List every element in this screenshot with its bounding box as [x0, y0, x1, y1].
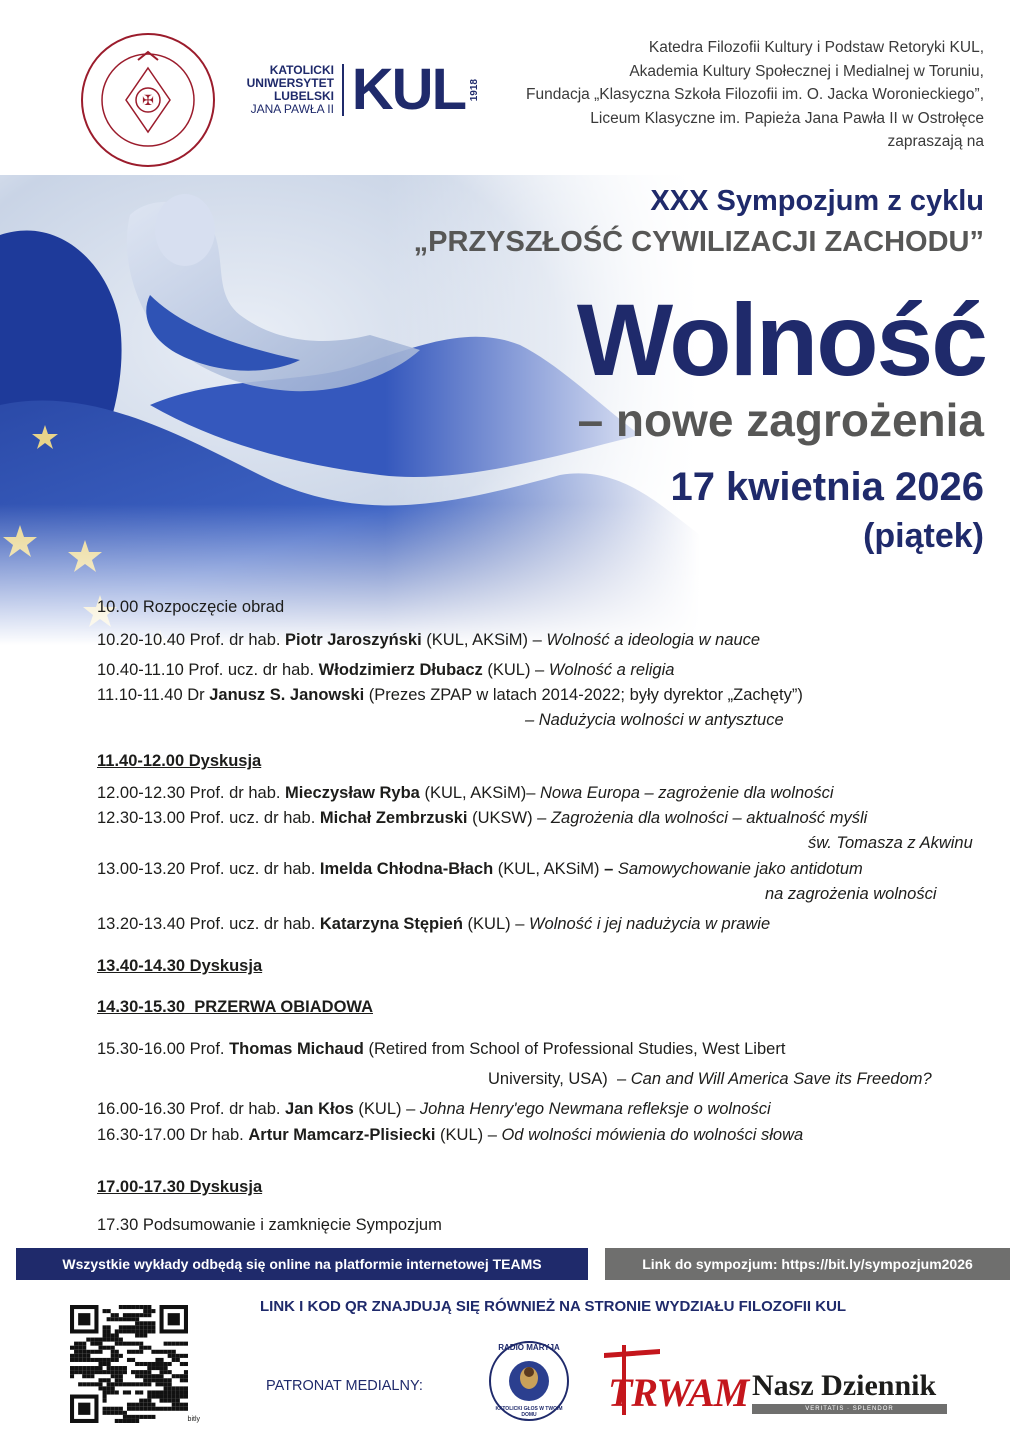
speaker-name: Thomas Michaud — [229, 1040, 364, 1058]
kul-name-line1: KATOLICKI — [269, 63, 334, 77]
lecture-topic-cont: św. Tomasza z Akwinu — [808, 834, 973, 852]
media-patronage-label: PATRONAT MEDIALNY: — [266, 1378, 423, 1394]
radio-maryja-text: RADIO MARYJA — [498, 1343, 560, 1352]
series-title: „PRZYSZŁOŚĆ CYWILIZACJI ZACHODU” — [413, 226, 984, 258]
organizer-line: Katedra Filozofii Kultury i Podstaw Retoryki KUL, — [648, 39, 984, 56]
lecture-topic: Samowychowanie jako antidotum — [617, 860, 863, 878]
program-item: 10.40-11.10 Prof. ucz. dr hab. Włodzimierz Dłubacz (KUL) – Wolność a religia — [97, 661, 675, 679]
speaker-name: Artur Mamcarz-Plisiecki — [248, 1126, 436, 1144]
program-item: 15.30-16.00 Prof. Thomas Michaud (Retired from School of Professional Studies, West Libert — [97, 1040, 786, 1058]
subtitle: – nowe zagrożenia — [577, 394, 984, 446]
lecture-topic: Od wolności mówienia do wolności słowa — [501, 1126, 804, 1144]
program-opening: 10.00 Rozpoczęcie obrad — [97, 598, 285, 616]
invitation-line: zapraszają na — [887, 133, 984, 150]
program-item: 16.00-16.30 Prof. dr hab. Jan Kłos (KUL) – Johna Henry'ego Newmana refleksje o wolności — [97, 1100, 771, 1118]
radio-maryja-subtext: KATOLICKI GŁOS W TWOIM DOMU — [495, 1406, 563, 1418]
lunch-break: 14.30-15.30 PRZERWA OBIADOWA — [97, 998, 373, 1016]
speaker-name: Piotr Jaroszyński — [285, 631, 422, 649]
akademia-seal-logo — [78, 30, 218, 170]
speaker-name: Katarzyna Stępień — [319, 915, 463, 933]
program-item: 12.30-13.00 Prof. ucz. dr hab. Michał Zembrzuski (UKSW) – Zagrożenia dla wolności – aktualność myśli — [97, 809, 868, 827]
program-item: 11.10-11.40 Dr Janusz S. Janowski (Prezes ZPAP w latach 2014-2022; były dyrektor „Zachęty”) — [97, 686, 803, 704]
svg-text:✠: ✠ — [142, 94, 154, 109]
organizer-line: Fundacja „Klasyczna Szkoła Filozofii im. O. Jacka Woronieckiego”, — [526, 86, 984, 103]
kul-logo — [240, 55, 480, 125]
program-item-cont: University, USA) – Can and Will America Save its Freedom? — [488, 1070, 932, 1088]
program-item: 12.00-12.30 Prof. dr hab. Mieczysław Ryba (KUL, AKSiM)– Nowa Europa – zagrożenie dla wolności — [97, 784, 834, 802]
program-item: 13.00-13.20 Prof. ucz. dr hab. Imelda Chłodna-Błach (KUL, AKSiM) – Samowychowanie jako antidotum — [97, 860, 863, 878]
qr-note: LINK I KOD QR ZNAJDUJĄ SIĘ RÓWNIEŻ NA STRONIE WYDZIAŁU FILOZOFII KUL — [260, 1298, 847, 1315]
main-title: Wolność — [576, 283, 986, 397]
online-info-bar: Wszystkie wykłady odbędą się online na platformie internetowej TEAMS — [16, 1248, 588, 1280]
discussion-3: 17.00-17.30 Dyskusja — [97, 1178, 263, 1196]
event-date: 17 kwietnia 2026 — [670, 465, 984, 509]
program-item: 13.20-13.40 Prof. ucz. dr hab. Katarzyna Stępień (KUL) – Wolność i jej nadużycia w prawie — [97, 915, 771, 933]
lecture-topic: Johna Henry'ego Newmana refleksje o wolności — [419, 1100, 771, 1118]
lecture-topic: Wolność i jej nadużycia w prawie — [528, 915, 771, 933]
speaker-name: Michał Zembrzuski — [319, 809, 468, 827]
program-item: 10.20-10.40 Prof. dr hab. Piotr Jaroszyński (KUL, AKSiM) – Wolność a ideologia w nauce — [97, 631, 761, 649]
discussion-2: 13.40-14.30 Dyskusja — [97, 957, 263, 975]
lecture-topic: Can and Will America Save its Freedom? — [630, 1070, 932, 1088]
qr-label: bitly — [187, 1416, 200, 1423]
speaker-name: Janusz S. Janowski — [209, 686, 365, 704]
lecture-topic: Nowa Europa – zagrożenie dla wolności — [539, 784, 834, 802]
trwam-text: TRWAM — [608, 1370, 749, 1415]
discussion-1: 11.40-12.00 Dyskusja — [97, 752, 262, 770]
organizer-line: Akademia Kultury Społecznej i Medialnej w Toruniu, — [629, 62, 984, 80]
program-item: 16.30-17.00 Dr hab. Artur Mamcarz-Plisiecki (KUL) – Od wolności mówienia do wolności słowa — [97, 1126, 804, 1144]
kul-name-line4: JANA PAWŁA II — [250, 102, 334, 116]
speaker-name: Jan Kłos — [285, 1100, 354, 1118]
nasz-dziennik-logo — [752, 1370, 947, 1415]
lecture-topic: Wolność a ideologia w nauce — [546, 631, 761, 649]
symposium-link[interactable]: Link do sympozjum: https://bit.ly/sympozjum2026 — [605, 1248, 1010, 1280]
organizer-line: Liceum Klasyczne im. Papieża Jana Pawła II w Ostrołęce — [590, 109, 984, 127]
organizers-block — [464, 36, 984, 154]
lecture-topic: Zagrożenia dla wolności – aktualność myśli — [550, 809, 868, 827]
trwam-logo — [600, 1345, 749, 1415]
kul-name-line3: LUBELSKI — [273, 89, 334, 103]
lecture-topic: – Nadużycia wolności w antysztuce — [525, 711, 784, 729]
nasz-dziennik-text: Nasz Dziennik — [752, 1369, 937, 1402]
event-weekday: (piątek) — [863, 517, 984, 555]
speaker-name: Mieczysław Ryba — [285, 784, 420, 802]
radio-maryja-logo — [488, 1340, 570, 1422]
nasz-dziennik-motto: VERITATIS · SPLENDOR — [805, 1406, 894, 1412]
lecture-topic-cont: na zagrożenia wolności — [765, 885, 937, 903]
kul-short-logo: KUL — [351, 57, 465, 122]
kul-name-line2: UNIWERSYTET — [246, 76, 334, 90]
qr-code[interactable] — [70, 1305, 200, 1423]
speaker-name: Imelda Chłodna-Błach — [319, 860, 494, 878]
speaker-name: Włodzimierz Dłubacz — [318, 661, 483, 679]
lecture-topic: Wolność a religia — [548, 661, 675, 679]
kul-year: 1918 — [469, 78, 480, 102]
symposium-edition: XXX Sympozjum z cyklu — [650, 185, 984, 217]
program-closing: 17.30 Podsumowanie i zamknięcie Sympozjum — [97, 1216, 442, 1234]
